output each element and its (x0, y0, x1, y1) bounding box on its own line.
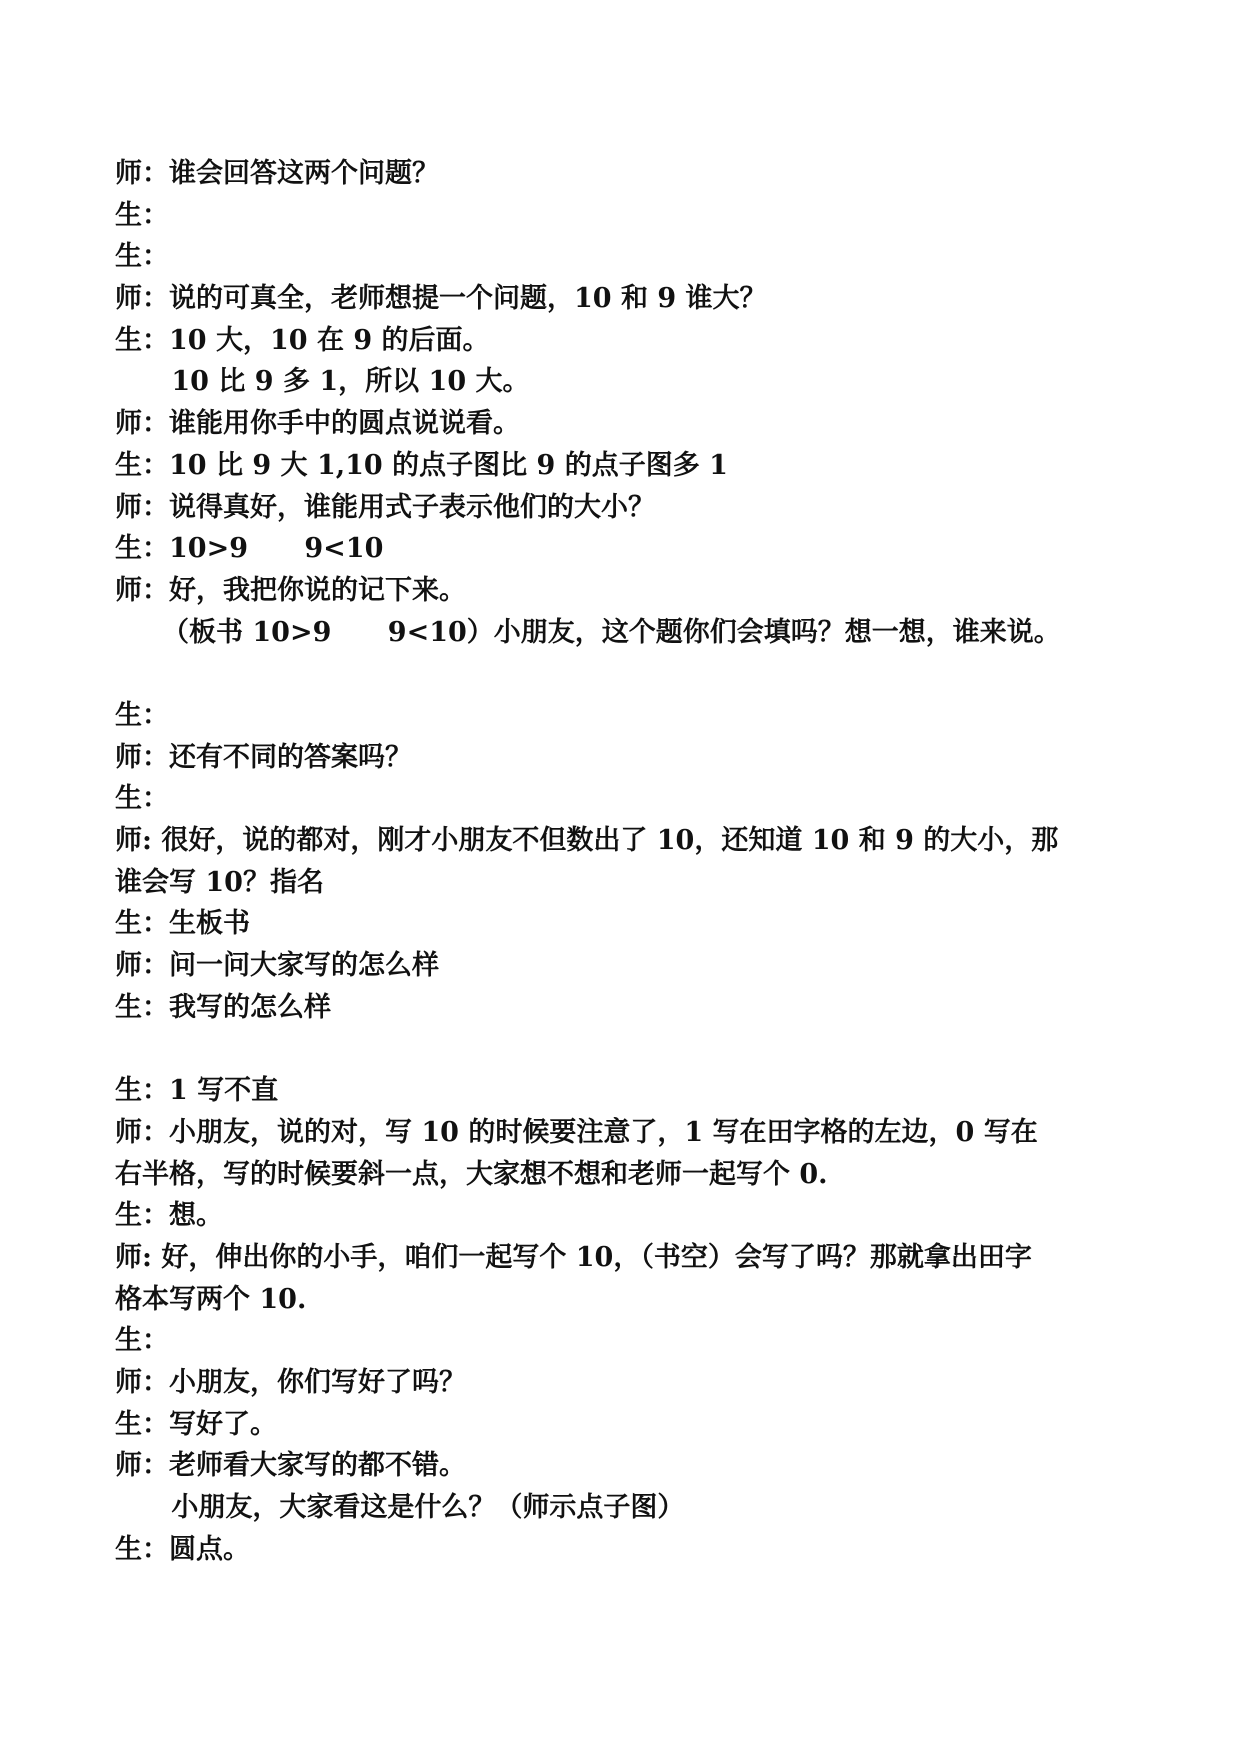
dialogue-line: 师：谁会回答这两个问题？ (115, 158, 439, 189)
dialogue-line: 谁会写 10？指名 (115, 866, 324, 898)
dialogue-line: 师：说的可真全，老师想提一个问题，10 和 9 谁大？ (115, 283, 767, 315)
dialogue-line: 生： (115, 241, 169, 273)
dialogue-line: 生：1 写不直 (115, 1075, 279, 1107)
dialogue-line: 师：问一问大家写的怎么样 (115, 950, 439, 982)
dialogue-line: 生： (115, 199, 169, 231)
dialogue-line: 生：我写的怎么样 (115, 991, 331, 1023)
dialogue-line: 生：写好了。 (115, 1408, 277, 1440)
dialogue-line: 右半格，写的时候要斜一点，大家想不想和老师一起写个 0. (115, 1158, 828, 1190)
dialogue-line: 10 比 9 多 1，所以 10 大。 (115, 366, 530, 398)
dialogue-line: 师：老师看大家写的都不错。 (115, 1450, 466, 1482)
dialogue-line: 生： (115, 1325, 169, 1357)
dialogue-line: 师: 好，伸出你的小手，咱们一起写个 10，（书空）会写了吗？那就拿出田字 (115, 1241, 1032, 1273)
dialogue-line: 生：10>9 9<10 (115, 533, 384, 565)
dialogue-line: 生：生板书 (115, 908, 250, 940)
dialogue-line: 生：圆点。 (115, 1533, 250, 1565)
dialogue-line: 生： (115, 783, 169, 815)
dialogue-line: 师：好，我把你说的记下来。 (115, 574, 466, 606)
dialogue-line: 生： (115, 699, 169, 731)
dialogue-line: 师：小朋友，说的对，写 10 的时候要注意了，1 写在田字格的左边，0 写在 (115, 1116, 1038, 1148)
dialogue-line: 小朋友，大家看这是什么？（师示点子图） (115, 1492, 685, 1523)
dialogue-line: 师：还有不同的答案吗？ (115, 741, 412, 773)
dialogue-line: 生：10 比 9 大 1,10 的点子图比 9 的点子图多 1 (115, 449, 728, 481)
dialogue-line: （板书 10>9 9<10）小朋友，这个题你们会填吗？想一想，谁来说。 (115, 616, 1061, 648)
dialogue-body (115, 153, 1125, 1570)
blank-line (115, 1028, 1125, 1070)
dialogue-line: 师：谁能用你手中的圆点说说看。 (115, 408, 520, 440)
dialogue-line: 师：说得真好，谁能用式子表示他们的大小？ (115, 491, 655, 523)
dialogue-line: 格本写两个 10. (115, 1283, 307, 1315)
dialogue-line: 师：小朋友，你们写好了吗？ (115, 1366, 466, 1398)
dialogue-line: 师: 很好，说的都对，刚才小朋友不但数出了 10，还知道 10 和 9 的大小，那 (115, 825, 1059, 856)
dialogue-line: 生：10 大，10 在 9 的后面。 (115, 324, 490, 356)
dialogue-line: 生：想。 (115, 1200, 223, 1232)
blank-line (115, 653, 1125, 695)
